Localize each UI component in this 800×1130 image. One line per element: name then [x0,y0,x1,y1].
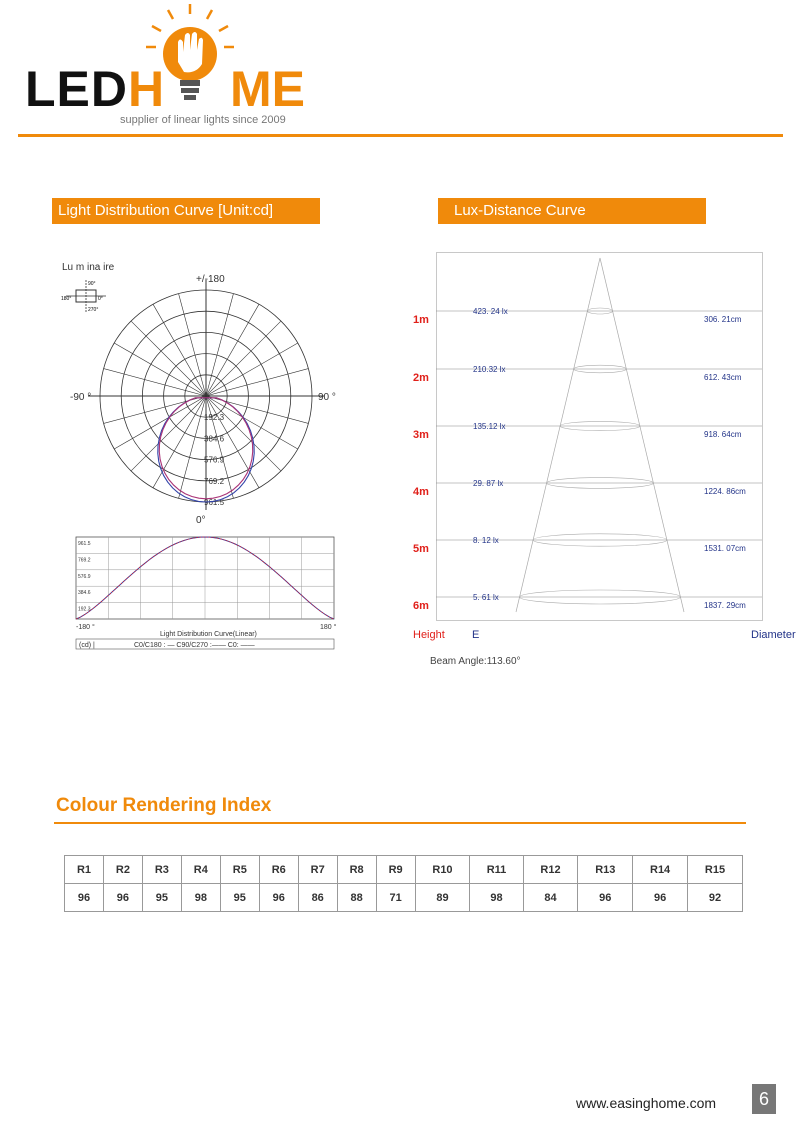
logo-tagline: supplier of linear lights since 2009 [120,114,286,126]
linear-title: Light Distribution Curve(Linear) [160,631,257,638]
lux-value-label: 135.12 lx [473,422,506,431]
lux-height-label: 6m [413,600,429,612]
light-distribution-banner: Light Distribution Curve [Unit:cd] [52,198,320,224]
polar-grid [88,280,324,510]
company-logo [20,2,320,132]
cri-header-cell: R10 [415,856,470,884]
cri-value-cell: 95 [142,884,181,912]
lux-diameter-label: 918. 64cm [704,430,742,439]
angle-label-left: -90 ° [70,392,92,403]
cri-header-cell: R6 [259,856,298,884]
angle-label-top: +/-180 [196,274,225,285]
lux-diameter-label: 306. 21cm [704,315,742,324]
cri-header-cell: R15 [688,856,743,884]
lux-value-label: 423. 24 lx [473,307,508,316]
cri-value-cell: 86 [298,884,337,912]
cri-header-cell: R2 [103,856,142,884]
cri-header-cell: R9 [376,856,415,884]
cri-value-cell: 98 [470,884,523,912]
linear-y-label: 769.2 [78,557,91,564]
lux-height-label: 3m [413,429,429,441]
cri-header-cell: R3 [142,856,181,884]
cri-value-cell: 89 [415,884,470,912]
luminaire-label: Lu m ina ire [62,262,115,273]
cri-value-cell: 92 [688,884,743,912]
icon-label-left: 180° [61,296,72,302]
icon-label-top: 90° [88,281,96,287]
cri-value-cell: 96 [103,884,142,912]
linear-x-left: -180 ° [76,624,95,631]
lux-value-label: 29. 87 lx [473,479,504,488]
polar-distribution-chart [52,268,352,530]
lux-height-label: 4m [413,486,429,498]
cri-value-cell: 98 [181,884,220,912]
lux-diameter-label: 612. 43cm [704,373,742,382]
cri-header-cell: R7 [298,856,337,884]
cri-title: Colour Rendering Index [56,795,272,816]
cri-header-cell: R14 [633,856,688,884]
linear-y-label: 384.6 [78,590,91,597]
linear-legend-text: C0/C180 : — C90/C270 :—— C0: —— [134,642,255,649]
linear-x-right: 180 ° [320,624,336,631]
linear-y-label: 192.3 [78,606,91,613]
polar-ring-label: 961.5 [204,498,225,507]
lux-value-label: 5. 61 lx [473,593,499,602]
linear-y-label: 961.5 [78,541,91,547]
polar-ring-label: 769.2 [204,476,225,486]
header-divider [18,134,783,137]
lux-height-label: 5m [413,543,429,555]
cri-header-row [65,856,743,884]
lux-footer-diameter: Diameter [751,629,796,641]
lux-footer-height: Height [413,629,445,641]
cri-value-cell: 96 [65,884,104,912]
lux-diameter-label: 1837. 29cm [704,601,746,610]
cri-value-cell: 71 [376,884,415,912]
linear-distribution-chart [74,535,336,653]
cri-header-cell: R5 [220,856,259,884]
lux-value-label: 210.32 lx [473,365,506,374]
cri-value-cell: 96 [633,884,688,912]
icon-label-bottom: 270° [88,307,99,313]
lux-height-label: 1m [413,314,429,326]
polar-ring-label: 576.9 [204,455,225,465]
footer-url: www.easinghome.com [576,1095,717,1111]
cri-header-cell: R8 [337,856,376,884]
cri-divider [54,822,746,824]
linear-legend-unit: (cd) | [79,642,95,649]
cri-value-cell: 95 [220,884,259,912]
logo-text-me: ME [230,61,305,117]
lux-value-label: 8. 12 lx [473,536,499,545]
icon-label-right: 0° [98,296,103,302]
cri-header-cell: R4 [181,856,220,884]
cri-table [64,855,743,912]
cri-value-cell: 96 [259,884,298,912]
angle-label-right: 90 ° [318,392,336,403]
lux-diameter-label: 1531. 07cm [704,544,746,553]
polar-ring-label: 384.6 [204,434,225,444]
cri-value-cell: 96 [578,884,633,912]
cri-header-cell: R1 [65,856,104,884]
cri-value-row [65,884,743,912]
beam-angle: Beam Angle:113.60° [430,656,521,667]
page-number: 6 [752,1084,776,1114]
cri-value-cell: 88 [337,884,376,912]
cri-header-cell: R12 [523,856,578,884]
cri-header-cell: R11 [470,856,523,884]
linear-y-label: 576.9 [78,573,91,580]
linear-grid [76,537,334,619]
lux-height-label: 2m [413,372,429,384]
lux-distance-banner: Lux-Distance Curve [438,198,706,224]
lux-footer-e: E [472,629,480,641]
logo-text-led: LED [25,61,128,117]
cri-value-cell: 84 [523,884,578,912]
logo-text-h: H [128,61,165,117]
lux-diameter-label: 1224. 86cm [704,487,746,496]
angle-label-bottom: 0° [196,515,206,526]
polar-ring-label: 192.3 [204,413,225,423]
cri-header-cell: R13 [578,856,633,884]
